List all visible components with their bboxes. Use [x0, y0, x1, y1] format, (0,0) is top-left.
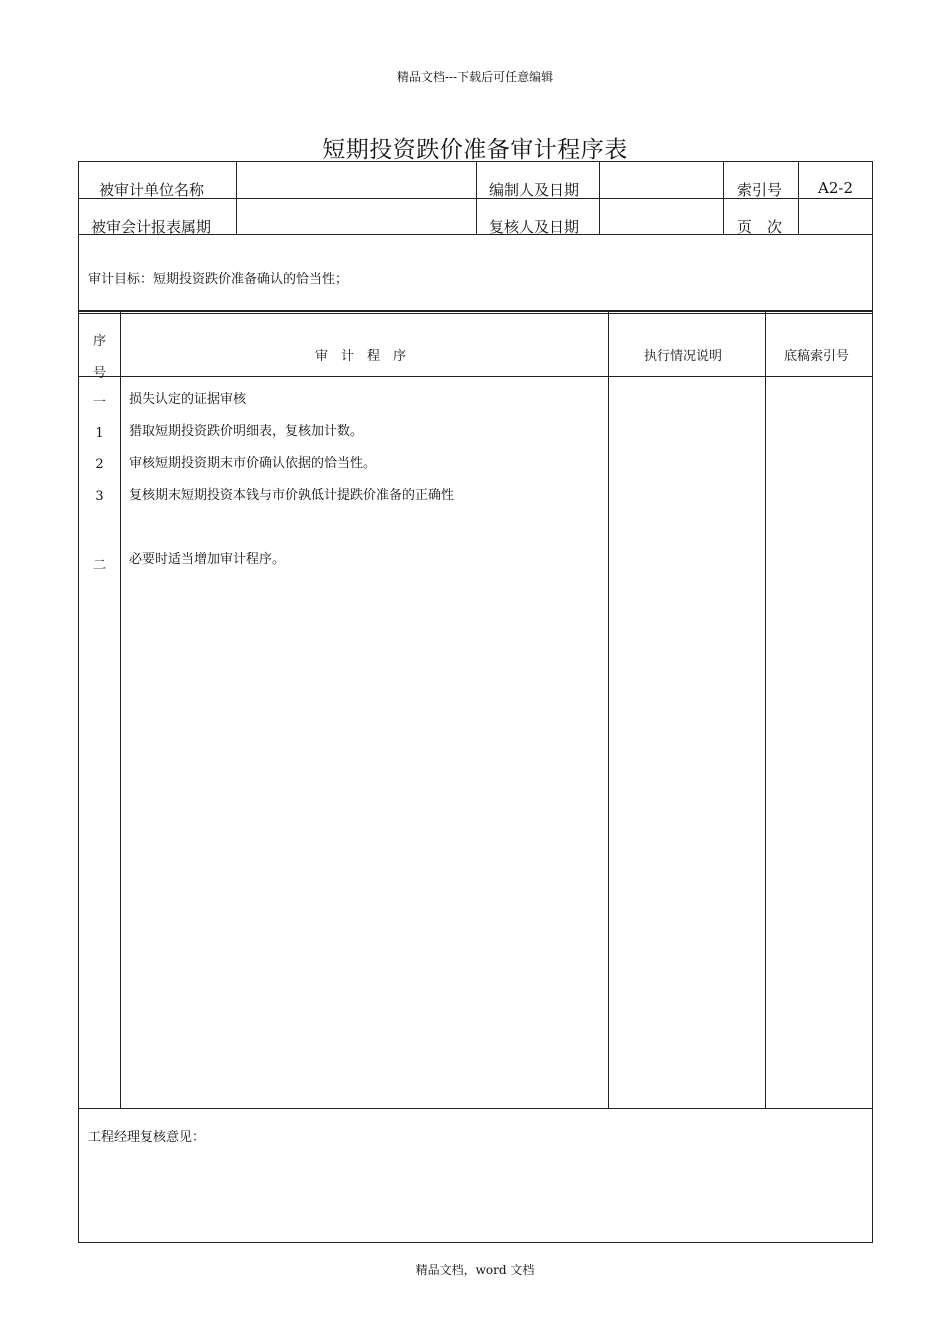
preparer-label: 编制人及日期 — [489, 181, 580, 199]
row-number: 2 — [95, 457, 104, 472]
seq-header-bottom: 号 — [93, 366, 107, 381]
row-number: 1 — [95, 426, 104, 441]
procedure-step: 损失认定的证据审核 — [129, 392, 247, 407]
divider — [120, 312, 121, 1109]
divider — [79, 376, 872, 377]
audit-objective: 审计目标：短期投资跌价准备确认的恰当性； — [88, 272, 349, 287]
workpaper-header: 底稿索引号 — [784, 349, 850, 364]
divider — [765, 312, 766, 1109]
footer-note: 精品文档，word 文档 — [415, 1263, 535, 1277]
audited-unit-label: 被审计单位名称 — [99, 181, 205, 199]
header-note: 精品文档---下载后可任意编辑 — [396, 70, 554, 84]
info-table — [78, 161, 873, 311]
row-number: 一 — [92, 395, 106, 410]
index-value: A2-2 — [818, 179, 853, 197]
procedure-step: 必要时适当增加审计程序。 — [129, 552, 286, 567]
divider — [79, 1108, 872, 1109]
procedure-step: 复核期末短期投资本钱与市价孰低计提跌价准备的正确性 — [129, 488, 455, 503]
index-label: 索引号 — [737, 181, 783, 199]
procedure-step: 猎取短期投资跌价明细表，复核加计数。 — [129, 424, 364, 439]
procedure-step: 审核短期投资期末市价确认依据的恰当性。 — [129, 456, 377, 471]
divider — [79, 313, 872, 314]
row-number: 二 — [92, 558, 106, 573]
procedure-header: 审 计 程 序 — [315, 349, 407, 364]
page-title: 短期投资跌价准备审计程序表 — [322, 137, 628, 163]
execution-header: 执行情况说明 — [644, 349, 723, 364]
reviewer-label: 复核人及日期 — [489, 218, 580, 236]
review-opinion-label: 工程经理复核意见： — [88, 1130, 206, 1145]
row-number: 3 — [95, 489, 104, 504]
divider — [608, 312, 609, 1109]
seq-header-top: 序 — [93, 334, 107, 349]
period-label: 被审会计报表属期 — [91, 218, 212, 236]
procedure-table — [78, 311, 873, 1243]
page-label: 页 次 — [737, 218, 783, 236]
